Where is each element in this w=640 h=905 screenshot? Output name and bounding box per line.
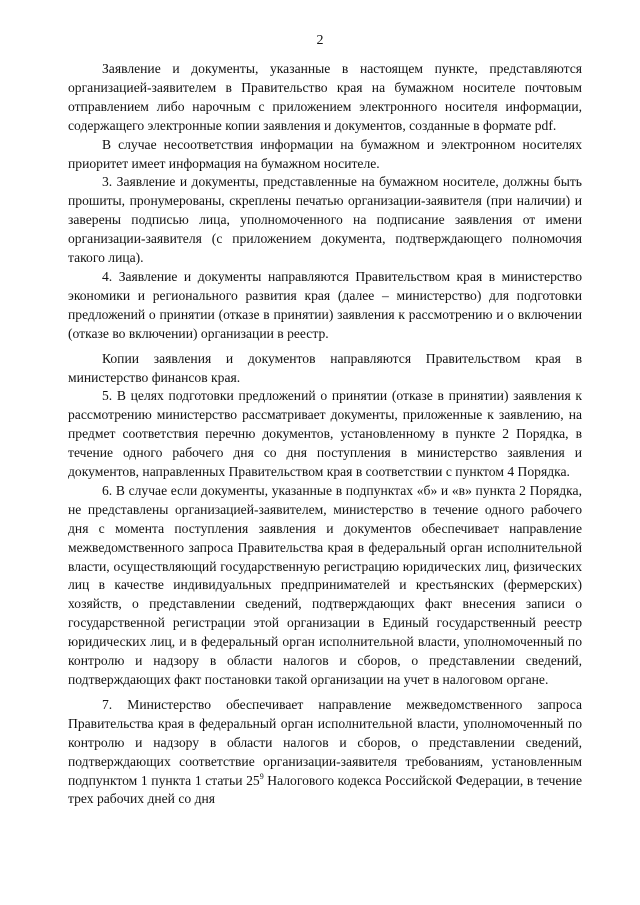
paragraph-priority-paper: В случае несоответствия информации на бумажном и электронном носителях приоритет имеет информация на бумажном носителе. bbox=[68, 136, 582, 171]
paragraph-7-tax-request bbox=[68, 696, 582, 809]
paragraph-3-binding: 3. Заявление и документы, представленные на бумажном носителе, должны быть прошиты, пронумерованы, скреплены печатью организации-заявителя (при наличии) и заверены подписью лица, уполномоченного на подписание заявления от имени организации-заявителя (с приложением документа, подтверждающего полномочия такого лица). bbox=[68, 174, 582, 266]
paragraph-5-review: 5. В целях подготовки предложений о принятии (отказе в принятии) заявления к рассмотрению министерство рассматривает документы, приложенные к заявлению, на предмет соответствия перечню документов, установленному в пункте 2 Порядка, в течение одного рабочего дня со дня поступления в министерство заявления и документов, направленных Правительством края в соответствии с пунктом 4 Порядка. bbox=[68, 388, 582, 480]
paragraph-6-interagency-request: 6. В случае если документы, указанные в подпунктах «б» и «в» пункта 2 Порядка, не представлены организацией-заявителем, министерство в течение одного рабочего дня с момента поступления заявления и документов обеспечивает направление межведомственного запроса Правительства края в федеральный орган исполнительной власти, осуществляющий государственную регистрацию юридических лиц, физических лиц в качестве индивидуальных предпринимателей и крестьянских (фермерских) хозяйств, о представлении сведений, подтверждающих факт внесения записи о государственной регистрации этой организации в Единый государственный реестр юридических лиц, и в федеральный орган исполнительной власти, уполномоченный по контролю и надзору в области налогов и сборов, о представлении сведений, подтверждающих факт постановки такой организации на учет в налоговом органе. bbox=[68, 482, 582, 687]
article-superscript: 9 bbox=[259, 771, 264, 781]
paragraph-7-text-end: Налогового кодекса Российской Федерации, в течение трех рабочих дней со дня bbox=[68, 772, 582, 807]
page-number: 2 bbox=[316, 33, 324, 48]
paragraph-7-text-start: 7. Министерство обеспечивает направление межведомственного запроса Правительства края в федеральный орган исполнительной власти, уполномоченный по контролю и надзору в области налогов и сборов, о представлении сведений, подтверждающих соответствие организации-заявителя требованиям, установленным подпунктом 1 пункта 1 статьи 25 bbox=[68, 696, 582, 788]
paragraph-copies-finance: Копии заявления и документов направляются Правительством края в министерство финансов края. bbox=[68, 350, 582, 385]
document-body bbox=[68, 60, 582, 809]
paragraph-4-ministry: 4. Заявление и документы направляются Правительством края в министерство экономики и регионального развития края (далее – министерство) для подготовки предложений о принятии (отказе в принятии) заявления к рассмотрению и о включении (отказе во включении) организации в реестр. bbox=[68, 268, 582, 341]
paragraph-submission-method: Заявление и документы, указанные в настоящем пункте, представляются организацией-заявителем в Правительство края на бумажном носителе почтовым отправлением либо нарочным с приложением электронного носителя информации, содержащего электронные копии заявления и документов, созданные в формате pdf. bbox=[68, 61, 582, 133]
